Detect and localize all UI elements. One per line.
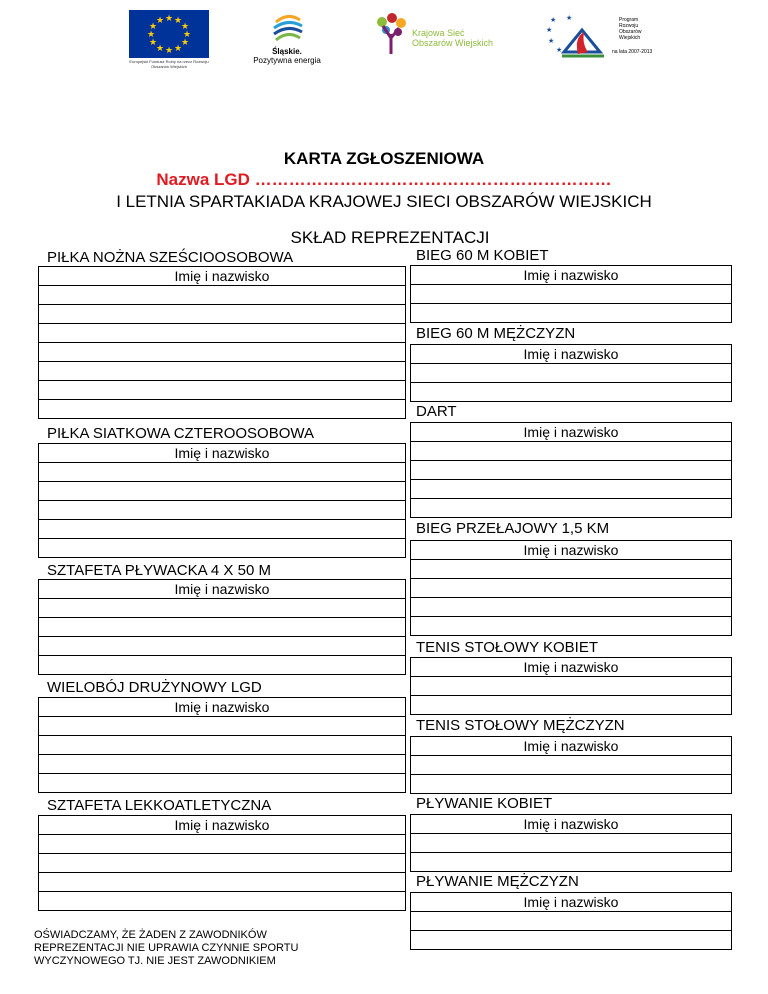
svg-text:★: ★ [556, 46, 563, 54]
prow-text-4: Wiejskich [619, 35, 641, 41]
table-row[interactable] [411, 834, 732, 853]
declaration-line-3: WYCZYNOWEGO TJ. NIE JEST ZAWODNIKIEM [34, 955, 276, 967]
ksow-text-1: Krajowa Sieć [412, 28, 465, 38]
table-row[interactable] [39, 286, 406, 305]
svg-text:★: ★ [546, 26, 553, 34]
table-row[interactable] [39, 324, 406, 343]
table-row[interactable] [39, 637, 406, 656]
svg-text:★: ★ [566, 14, 573, 22]
table-row[interactable] [39, 618, 406, 637]
svg-text:★: ★ [173, 16, 183, 26]
table-dart [410, 422, 732, 518]
table-row[interactable] [411, 617, 732, 636]
table-row[interactable] [39, 539, 406, 558]
table-row[interactable] [411, 364, 732, 383]
lgd-dots: ……………………………………………………… [254, 170, 612, 189]
svg-text:★: ★ [164, 14, 174, 24]
table-row[interactable] [411, 442, 732, 461]
table-row[interactable] [39, 305, 406, 324]
section-title-bieg-przelajowy: BIEG PRZEŁAJOWY 1,5 KM [416, 520, 610, 537]
table-row[interactable] [39, 381, 406, 400]
table-row[interactable] [411, 696, 732, 715]
table-plywanie-mezczyzn [410, 892, 732, 950]
table-row[interactable] [411, 931, 732, 950]
section-title-tenis-kobiet: TENIS STOŁOWY KOBIET [416, 639, 598, 656]
table-row[interactable] [39, 599, 406, 618]
eu-flag-logo [129, 10, 209, 58]
table-row[interactable] [39, 873, 406, 892]
table-bieg-przelajowy [410, 540, 732, 636]
eu-stars-icon [129, 10, 209, 58]
table-row[interactable] [39, 835, 406, 854]
slaskie-name: Śląskie. [272, 47, 302, 56]
table-sztafeta-lekkoatletyczna [38, 815, 406, 911]
section-title-bieg-60-kobiet: BIEG 60 M KOBIET [416, 247, 549, 264]
table-header: Imię i nazwisko [39, 816, 406, 835]
table-row[interactable] [39, 482, 406, 501]
table-row[interactable] [411, 579, 732, 598]
table-row[interactable] [411, 677, 732, 696]
table-row[interactable] [411, 775, 732, 794]
table-row[interactable] [39, 892, 406, 911]
table-row[interactable] [411, 853, 732, 872]
svg-text:★: ★ [180, 22, 190, 32]
section-title-pilka-nozna: PIŁKA NOŻNA SZEŚCIOOSOBOWA [47, 249, 294, 266]
section-title-pilka-siatkowa: PIŁKA SIATKOWA CZTEROOSOBOWA [47, 425, 314, 442]
prow-logo [544, 12, 616, 58]
table-pilka-siatkowa [38, 443, 406, 558]
svg-text:★: ★ [548, 37, 555, 45]
svg-text:★: ★ [148, 22, 158, 32]
form-title: KARTA ZGŁOSZENIOWA [283, 149, 485, 168]
svg-text:★: ★ [148, 38, 158, 48]
table-header: Imię i nazwisko [39, 698, 406, 717]
table-header: Imię i nazwisko [411, 541, 732, 560]
table-bieg-60-mezczyzn [410, 344, 732, 402]
table-row[interactable] [39, 501, 406, 520]
table-sztafeta-plywacka [38, 579, 406, 675]
table-tenis-mezczyzn [410, 736, 732, 794]
composition-heading: SKŁAD REPREZENTACJI [290, 228, 490, 247]
prow-text-3: Obszarów [619, 29, 642, 35]
eu-caption: Europejski Fundusz Rolny na rzecz Rozwoju Obszarów Wiejskich [129, 59, 209, 69]
table-header: Imię i nazwisko [411, 815, 732, 834]
ksow-tree-icon [372, 12, 410, 56]
table-row[interactable] [39, 736, 406, 755]
table-row[interactable] [411, 383, 732, 402]
slaskie-tagline: Pozytywna energia [253, 56, 321, 65]
table-header: Imię i nazwisko [411, 345, 732, 364]
svg-text:★: ★ [155, 16, 165, 26]
table-wieloboj [38, 697, 406, 793]
table-row[interactable] [411, 598, 732, 617]
svg-text:★: ★ [182, 30, 192, 40]
table-plywanie-kobiet [410, 814, 732, 872]
table-row[interactable] [39, 463, 406, 482]
table-row[interactable] [411, 304, 732, 323]
table-tenis-kobiet [410, 657, 732, 715]
prow-years: na lata 2007-2013 [612, 49, 653, 55]
section-title-sztafeta-lekkoatletyczna: SZTAFETA LEKKOATLETYCZNA [47, 797, 272, 814]
declaration-text [34, 929, 394, 968]
prow-text-2: Rozwoju [619, 23, 639, 29]
table-header: Imię i nazwisko [411, 658, 732, 677]
section-title-plywanie-kobiet: PŁYWANIE KOBIET [416, 795, 553, 812]
table-row[interactable] [39, 343, 406, 362]
section-title-plywanie-mezczyzn: PŁYWANIE MĘŻCZYZN [416, 873, 579, 890]
section-title-dart: DART [416, 403, 457, 420]
table-header: Imię i nazwisko [411, 423, 732, 442]
ksow-text-2: Obszarów Wiejskich [412, 38, 494, 48]
slaskie-logo [268, 12, 308, 46]
slaskie-waves-icon [268, 12, 308, 46]
section-title-sztafeta-plywacka: SZTAFETA PŁYWACKA 4 X 50 M [47, 562, 271, 579]
ksow-logo [372, 12, 410, 56]
svg-text:★: ★ [550, 16, 557, 24]
table-row[interactable] [411, 285, 732, 304]
section-title-bieg-60-mezczyzn: BIEG 60 M MĘŻCZYZN [416, 325, 576, 342]
table-header: Imię i nazwisko [411, 737, 732, 756]
table-row[interactable] [411, 480, 732, 499]
table-row[interactable] [411, 499, 732, 518]
table-row[interactable] [39, 400, 406, 419]
table-row[interactable] [39, 362, 406, 381]
declaration-line-1: OŚWIADCZAMY, ŻE ŻADEN Z ZAWODNIKÓW [34, 929, 267, 941]
event-subtitle: I LETNIA SPARTAKIADA KRAJOWEJ SIECI OBSZARÓW WIEJSKICH [116, 192, 652, 211]
table-bieg-60-kobiet [410, 265, 732, 323]
table-row[interactable] [39, 755, 406, 774]
table-pilka-nozna [38, 266, 406, 419]
table-row[interactable] [411, 461, 732, 480]
svg-text:★: ★ [164, 46, 174, 56]
table-header: Imię i nazwisko [411, 266, 732, 285]
section-title-tenis-mezczyzn: TENIS STOŁOWY MĘŻCZYZN [416, 717, 625, 734]
table-row[interactable] [39, 656, 406, 675]
table-row[interactable] [39, 774, 406, 793]
prow-house-stars-icon [544, 12, 616, 58]
table-header: Imię i nazwisko [39, 580, 406, 599]
svg-text:★: ★ [155, 44, 165, 54]
table-row[interactable] [39, 520, 406, 539]
lgd-name-line [0, 170, 768, 190]
table-header: Imię i nazwisko [39, 444, 406, 463]
logo-bar [0, 0, 768, 80]
lgd-label: Nazwa LGD [156, 170, 250, 189]
table-row[interactable] [411, 756, 732, 775]
svg-text:★: ★ [173, 44, 183, 54]
table-row[interactable] [39, 854, 406, 873]
table-row[interactable] [411, 560, 732, 579]
table-header: Imię i nazwisko [39, 267, 406, 286]
declaration-line-2: REPREZENTACJI NIE UPRAWIA CZYNNIE SPORTU [34, 942, 299, 954]
table-header: Imię i nazwisko [411, 893, 732, 912]
section-title-wieloboj: WIELOBÓJ DRUŻYNOWY LGD [47, 679, 262, 696]
svg-text:★: ★ [180, 38, 190, 48]
svg-text:★: ★ [146, 30, 156, 40]
table-row[interactable] [411, 912, 732, 931]
prow-text-1: Program [619, 17, 639, 23]
table-row[interactable] [39, 717, 406, 736]
